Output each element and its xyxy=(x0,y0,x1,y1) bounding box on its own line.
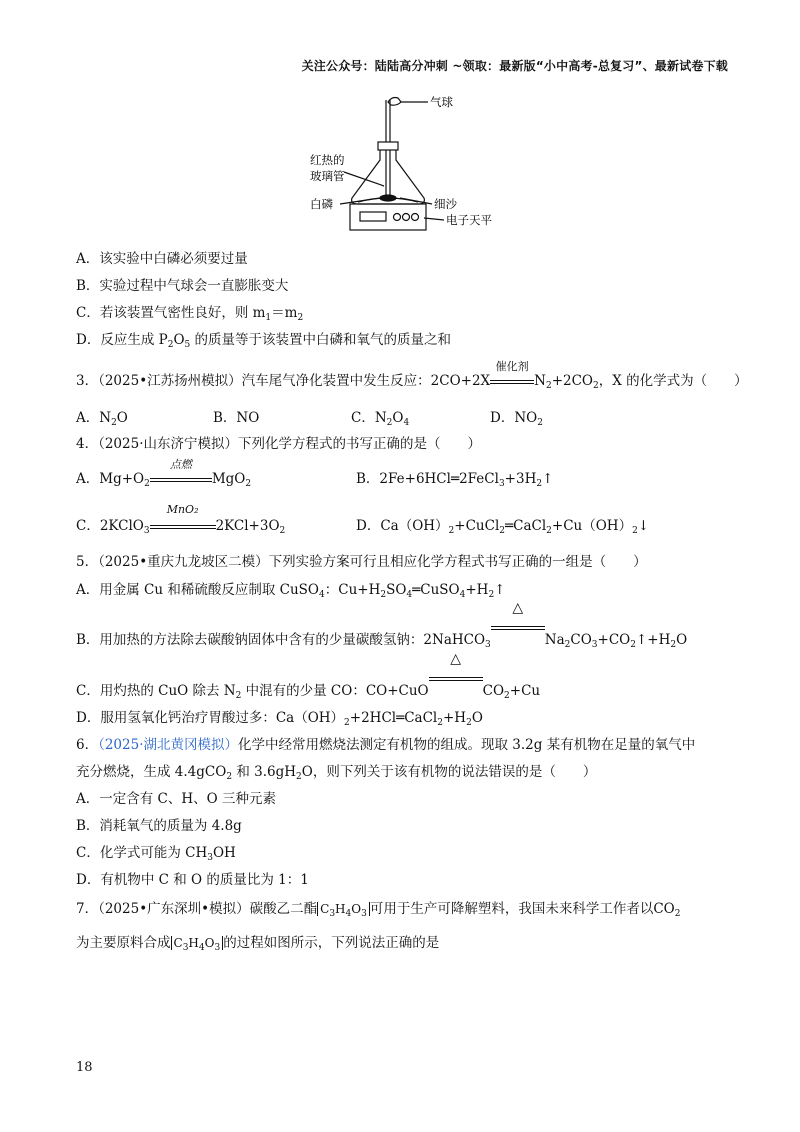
q2-option-c: C．若该装置气密性良好，则 $m_1=m_2$ xyxy=(76,305,304,323)
apparatus-figure xyxy=(300,90,640,245)
q6-option-c: C．化学式可能为 $CH_3OH$ xyxy=(76,845,236,863)
q5-option-c: C．用灼热的 CuO 除去 $N_2$ 中混有的少量 CO：CO+CuO △ $CO_2+Cu$ xyxy=(76,651,541,701)
q6-option-d: D．有机物中 C 和 O 的质量比为 1：1 xyxy=(76,872,309,888)
q4-option-a: A．$Mg+O_2$ 点燃 MgO$_2$ xyxy=(76,458,252,489)
q6-option-a: A．一定含有 C、H、O 三种元素 xyxy=(76,791,277,807)
q3-option-b: B．NO xyxy=(213,410,260,426)
q6-option-b: B．消耗氧气的质量为 4.8g xyxy=(76,818,242,834)
q5-stem: 5．（2025•重庆九龙坡区二模）下列实验方案可行且相应化学方程式书写正确的一组是（ ） xyxy=(76,554,647,570)
label-balloon: 气球 xyxy=(430,95,453,109)
q4-option-b: B．$2Fe+6HCl═2FeCl_3+3H_2↑$ xyxy=(356,471,554,489)
q3-option-a: A．$N_2O$ xyxy=(76,410,128,428)
label-tube-1: 红热的 xyxy=(310,153,345,167)
q4-option-d: D．$Ca(OH)_2+CuCl_2═CaCl_2+Cu(OH)_2↓$ xyxy=(356,518,650,536)
label-balance: 电子天平 xyxy=(446,213,492,227)
q7-stem-1: 7．（2025•广东深圳•模拟）碳酸乙二酯 $C_3H_4O_3$ 可用于生产可降解塑料，我国未来科学工作者以$CO_2$ xyxy=(76,901,681,919)
q5-option-d: D．服用氢氧化钙治疗胃酸过多：$Ca(OH)_2+2HCl═CaCl_2+H_2O$ xyxy=(76,710,483,728)
label-tube-2: 玻璃管 xyxy=(310,169,345,183)
page-header: 关注公众号：陆陆高分冲刺 ~领取：最新版“小中高考-总复习”、最新试卷下载 xyxy=(301,59,728,73)
q6-source: （2025·湖北黄冈模拟） xyxy=(98,737,238,753)
formula-c3h4o3: $C_3H_4O_3$ xyxy=(317,902,370,916)
q3-option-d: D．$NO_2$ xyxy=(490,410,543,428)
q2-option-b: B．实验过程中气球会一直膨胀变大 xyxy=(76,278,289,294)
q2-option-d: D．反应生成 $P_2O_5$ 的质量等于该装置中白磷和氧气的质量之和 xyxy=(76,332,452,350)
q4-stem: 4．（2025·山东济宁模拟）下列化学方程式的书写正确的是（ ） xyxy=(76,436,481,452)
q5-option-a: A．用金属 Cu 和稀硫酸反应制取 CuSO$_4$：$Cu+H_2SO_4═CuSO_4+H_2↑$ xyxy=(76,582,506,600)
q7-stem-2: 为主要原料合成 $C_3H_4O_3$ 的过程如图所示，下列说法正确的是 xyxy=(76,935,440,953)
q3-option-c: C．$N_2O_4$ xyxy=(351,410,410,428)
label-phosphorus: 白磷 xyxy=(310,197,333,211)
q2-option-a: A．该实验中白磷必须要过量 xyxy=(76,251,248,267)
q5-option-b: B．用加热的方法除去碳酸钠固体中含有的少量碳酸氢钠：2NaHCO$_3$ △ $Na_2CO_3+CO_2↑+H_2O$ xyxy=(76,600,688,650)
page-number: 18 xyxy=(76,1060,93,1075)
q3-stem: 3．（2025•江苏扬州模拟）汽车尾气净化装置中发生反应：2CO+2X 催化剂 $N_2+2CO_2$，X 的化学式为（ ） xyxy=(76,360,748,391)
label-sand: 细沙 xyxy=(434,197,457,211)
q6-stem-2: 充分燃烧，生成 4.4gCO$_2$ 和 $3.6gH_2O$，则下列关于该有机物的说法错误的是（ ） xyxy=(76,764,597,782)
q4-option-c: C．2KClO$_3$ MnO₂ $2KCl+3O_2$ xyxy=(76,503,286,536)
q6-stem-1: 6．（2025·湖北黄冈模拟）化学中经常用燃烧法测定有机物的组成。现取 3.2g 某有机物在足量的氧气中 xyxy=(76,737,696,753)
formula-c3h4o3-2: $C_3H_4O_3$ xyxy=(171,936,224,950)
